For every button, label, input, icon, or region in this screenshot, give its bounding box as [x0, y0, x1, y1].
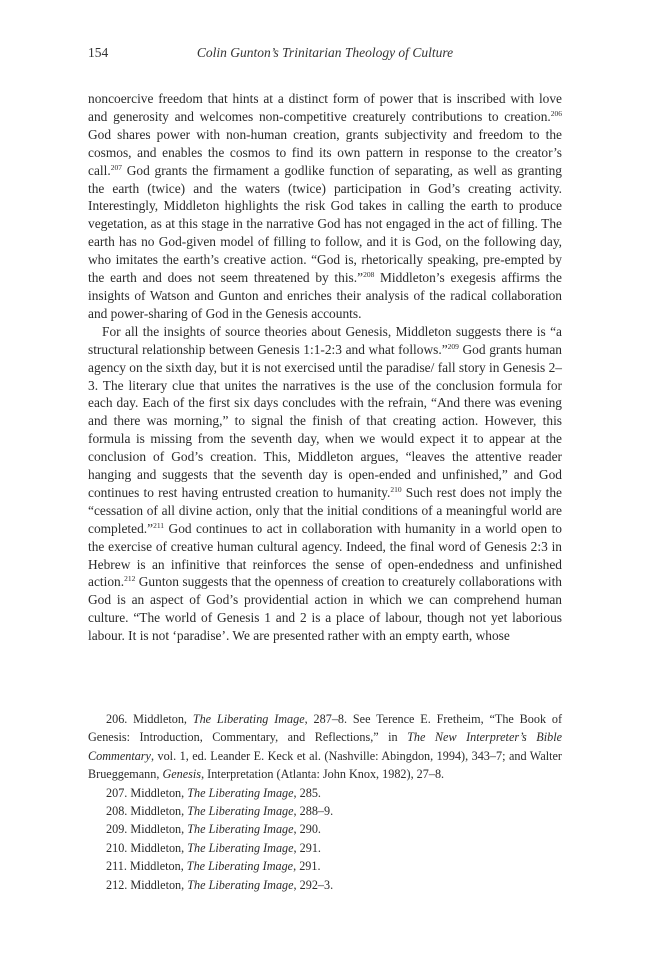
footnote-212 [88, 876, 562, 894]
book-title: The Liberating Image [186, 859, 294, 874]
footnote-text: , vol. 1, ed. Leander E. Keck et al. (Nashville: Abingdon, 1994), 343–7; and Walter Brueggemann, [88, 748, 562, 782]
book-title: The Liberating Image [187, 785, 294, 800]
footnote-ref-206[interactable]: 206 [550, 108, 562, 118]
book-title: The Liberating Image [187, 822, 294, 837]
footnote-208 [88, 802, 562, 820]
book-title: The Liberating Image [187, 877, 294, 892]
footnote-211 [88, 857, 562, 875]
footnote-pages: , 291. [293, 840, 321, 855]
footnote-text: 210. Middleton, [106, 840, 188, 855]
body-text [88, 90, 562, 645]
footnote-207 [88, 784, 562, 802]
text-run: God grants the firmament a godlike function of separating, as well as granting the earth (twice) and the waters (twice) participation in God’s creating activity. Interestingly, Middleton highlights the risk God takes in calling the earth to produce vegetation, as at this stage in the narrative God has not engaged in the act of filling. The earth has no God-given model of filling to follow, and it is God, on the following day, who imitates the earth’s creative action. “God is, rhetorically speaking, pre-empted by the earth and does not seem threatened by this.” [88, 162, 562, 286]
text-run: God continues to act in collaboration with humanity in a world open to the exercise of creative human cultural agency. Indeed, the final word of Genesis 2:3 in Hebrew is an infinitive that reinforces the sense of open-endedness and unfinished action. [88, 520, 562, 590]
footnote-pages: , 285. [293, 785, 321, 800]
footnotes [88, 710, 562, 894]
book-title: The Liberating Image [187, 804, 294, 819]
footnote-209 [88, 820, 562, 838]
footnote-ref-208[interactable]: 208 [363, 270, 375, 280]
running-head [88, 45, 562, 65]
footnote-pages: , 292–3. [293, 877, 334, 892]
footnote-text: , 287–8. See Terence E. Fretheim, “The Book of Genesis: Introduction, Commentary, and Reflections,” in [88, 712, 563, 745]
text-run: For all the insights of source theories about Genesis, Middleton suggests there is “a structural relationship between Genesis 1:1-2:3 and what follows.” [88, 323, 562, 357]
footnote-210 [88, 839, 562, 857]
paragraph-2 [88, 323, 562, 645]
text-run: God shares power with non-human creation, grants subjectivity and freedom to the cosmos, and enables the cosmos to find its own pattern in response to the creator’s call. [88, 126, 562, 178]
page-number: 154 [88, 45, 109, 60]
text-run: Such rest does not imply the “cessation of all divine action, only that the initial conditions of a meaningful world are completed.” [88, 484, 562, 536]
footnote-pages: , 290. [293, 822, 321, 837]
footnote-text: 212. Middleton, [106, 877, 188, 892]
footnote-pages: , 288–9. [293, 804, 334, 819]
footnote-pages: , 291. [293, 859, 321, 874]
text-run: God grants human agency on the sixth day, but it is not exercised until the paradise/ fall story in Genesis 2–3. The literary clue that unites the narratives is the use of the conclusion formula for each day. Each of the first six days concludes with the refrain, “And there was evening and there was morning,” to signal the finish of that creating action. However, this formula is missing from the seventh day, when we would expect it to appear at the conclusion of God’s creation. This, Middleton argues, “leaves the attentive reader hanging and suggests that the seventh day is open-ended and unfinished,” and God continues to rest having entrusted creation to humanity. [88, 341, 562, 500]
footnote-text: 209. Middleton, [106, 822, 188, 837]
footnote-text: 211. Middleton, [106, 859, 187, 874]
book-title: The New Interpreter’s Bible Commentary [88, 730, 562, 763]
text-run: Middleton’s exegesis affirms the insights of Watson and Gunton and enriches their analysis of the radical collaboration and power-sharing of God in the Genesis accounts. [88, 270, 563, 321]
footnote-text: 207. Middleton, [106, 785, 188, 800]
footnote-text: 208. Middleton, [106, 804, 188, 819]
running-title: Colin Gunton’s Trinitarian Theology of Culture [196, 45, 454, 60]
footnote-ref-209[interactable]: 209 [447, 341, 459, 351]
footnote-text: 206. Middleton, [106, 712, 193, 726]
footnote-text: , Interpretation (Atlanta: John Knox, 1982), 27–8. [201, 767, 445, 782]
book-title: The Liberating Image [192, 712, 305, 726]
text-run: Gunton suggests that the openness of creation to creaturely collaborations with God is an aspect of God’s providential action in which we can comprehend human culture. “The world of Genesis 1 and 2 is a place of labour, though not yet laborious labour. It is not ‘paradise’. We are presented rather with an empty earth, whose [88, 574, 562, 644]
paragraph-1 [88, 90, 562, 323]
footnote-ref-212[interactable]: 212 [124, 574, 136, 584]
book-title: The Liberating Image [187, 840, 294, 855]
footnote-ref-210[interactable]: 210 [390, 484, 402, 494]
text-run: noncoercive freedom that hints at a distinct form of power that is inscribed with love and generosity and welcomes non-competitive creaturely contributions to creation. [88, 91, 562, 124]
footnote-206 [88, 710, 562, 784]
footnote-ref-207[interactable]: 207 [110, 162, 122, 172]
footnote-ref-211[interactable]: 211 [153, 520, 165, 530]
book-title: Genesis [162, 767, 202, 782]
